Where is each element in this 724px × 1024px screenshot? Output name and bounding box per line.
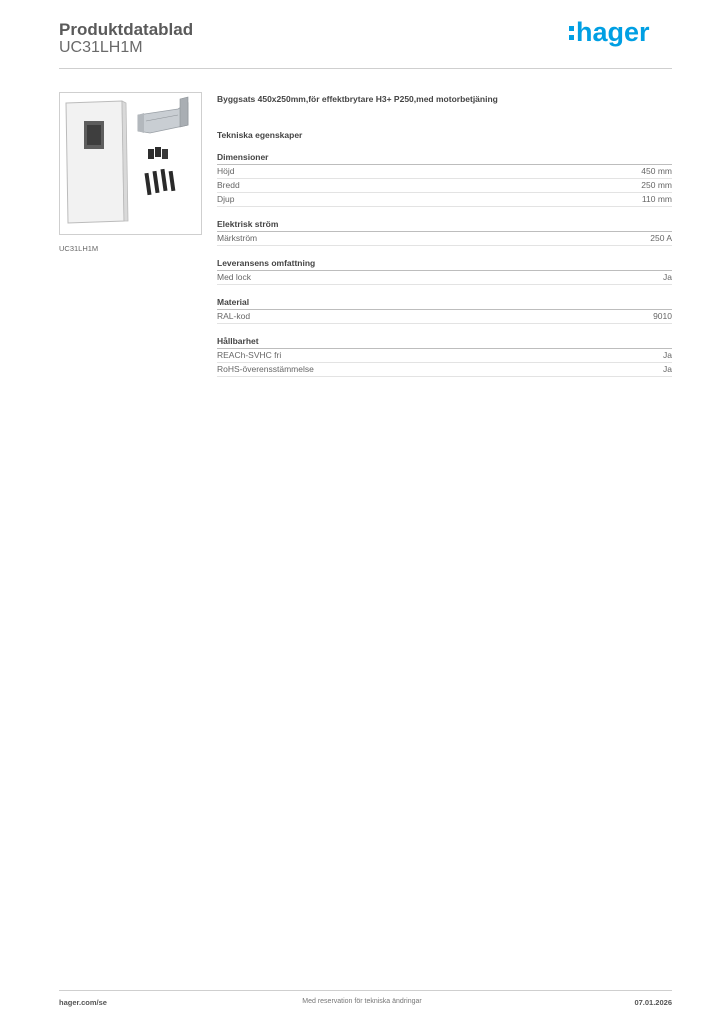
- spec-row: [217, 363, 672, 377]
- section-title: Hållbarhet: [217, 336, 672, 349]
- footer-website[interactable]: hager.com/se: [59, 998, 107, 1007]
- spec-label: REACh-SVHC fri: [217, 350, 282, 360]
- product-details: [217, 94, 672, 377]
- tech-heading: Tekniska egenskaper: [217, 130, 303, 140]
- footer-date: 07.01.2026: [634, 998, 672, 1007]
- spec-label: Med lock: [217, 272, 252, 282]
- spec-row: [217, 193, 672, 207]
- section-title: Dimensioner: [217, 152, 672, 165]
- product-code: UC31LH1M: [59, 39, 143, 56]
- spec-value: Ja: [663, 350, 672, 360]
- spec-value: 9010: [653, 311, 672, 321]
- spec-row: [217, 232, 672, 246]
- brand-wordmark: hager: [576, 17, 650, 47]
- spec-value: Ja: [663, 364, 672, 374]
- spec-value: Ja: [663, 272, 672, 282]
- spec-row: [217, 179, 672, 193]
- spec-value: 110 mm: [641, 194, 672, 204]
- page-title: Produktdatablad: [59, 20, 194, 39]
- image-caption: UC31LH1M: [59, 244, 99, 253]
- spec-row: [217, 271, 672, 285]
- section-electrical: [217, 219, 672, 246]
- spec-value: 250 mm: [641, 180, 672, 190]
- footer-disclaimer: Med reservation för tekniska ändringar: [302, 998, 422, 1005]
- spec-label: RoHS-överensstämmelse: [217, 364, 314, 374]
- spec-label: RAL-kod: [217, 311, 251, 321]
- section-delivery: [217, 258, 672, 285]
- section-title: Elektrisk ström: [217, 219, 672, 232]
- product-illustration: [60, 93, 201, 234]
- spec-label: Bredd: [217, 180, 240, 190]
- section-title: Material: [217, 297, 672, 310]
- spec-row: [217, 349, 672, 363]
- hager-logo: [568, 14, 658, 48]
- spec-label: Djup: [217, 194, 235, 204]
- spec-row: [217, 165, 672, 179]
- product-description: Byggsats 450x250mm,för effektbrytare H3+ P250,med motorbetjäning: [217, 94, 498, 104]
- spec-label: Märkström: [217, 233, 258, 243]
- spec-value: 250 A: [650, 233, 672, 243]
- section-title: Leveransens omfattning: [217, 258, 672, 271]
- spec-label: Höjd: [217, 166, 235, 176]
- header-divider: [59, 68, 672, 69]
- section-material: [217, 297, 672, 324]
- spec-row: [217, 310, 672, 324]
- section-dimensions: [217, 152, 672, 207]
- spec-value: 450 mm: [641, 166, 672, 176]
- product-image: [59, 92, 202, 235]
- footer-divider: [59, 990, 672, 991]
- section-sustainability: [217, 336, 672, 377]
